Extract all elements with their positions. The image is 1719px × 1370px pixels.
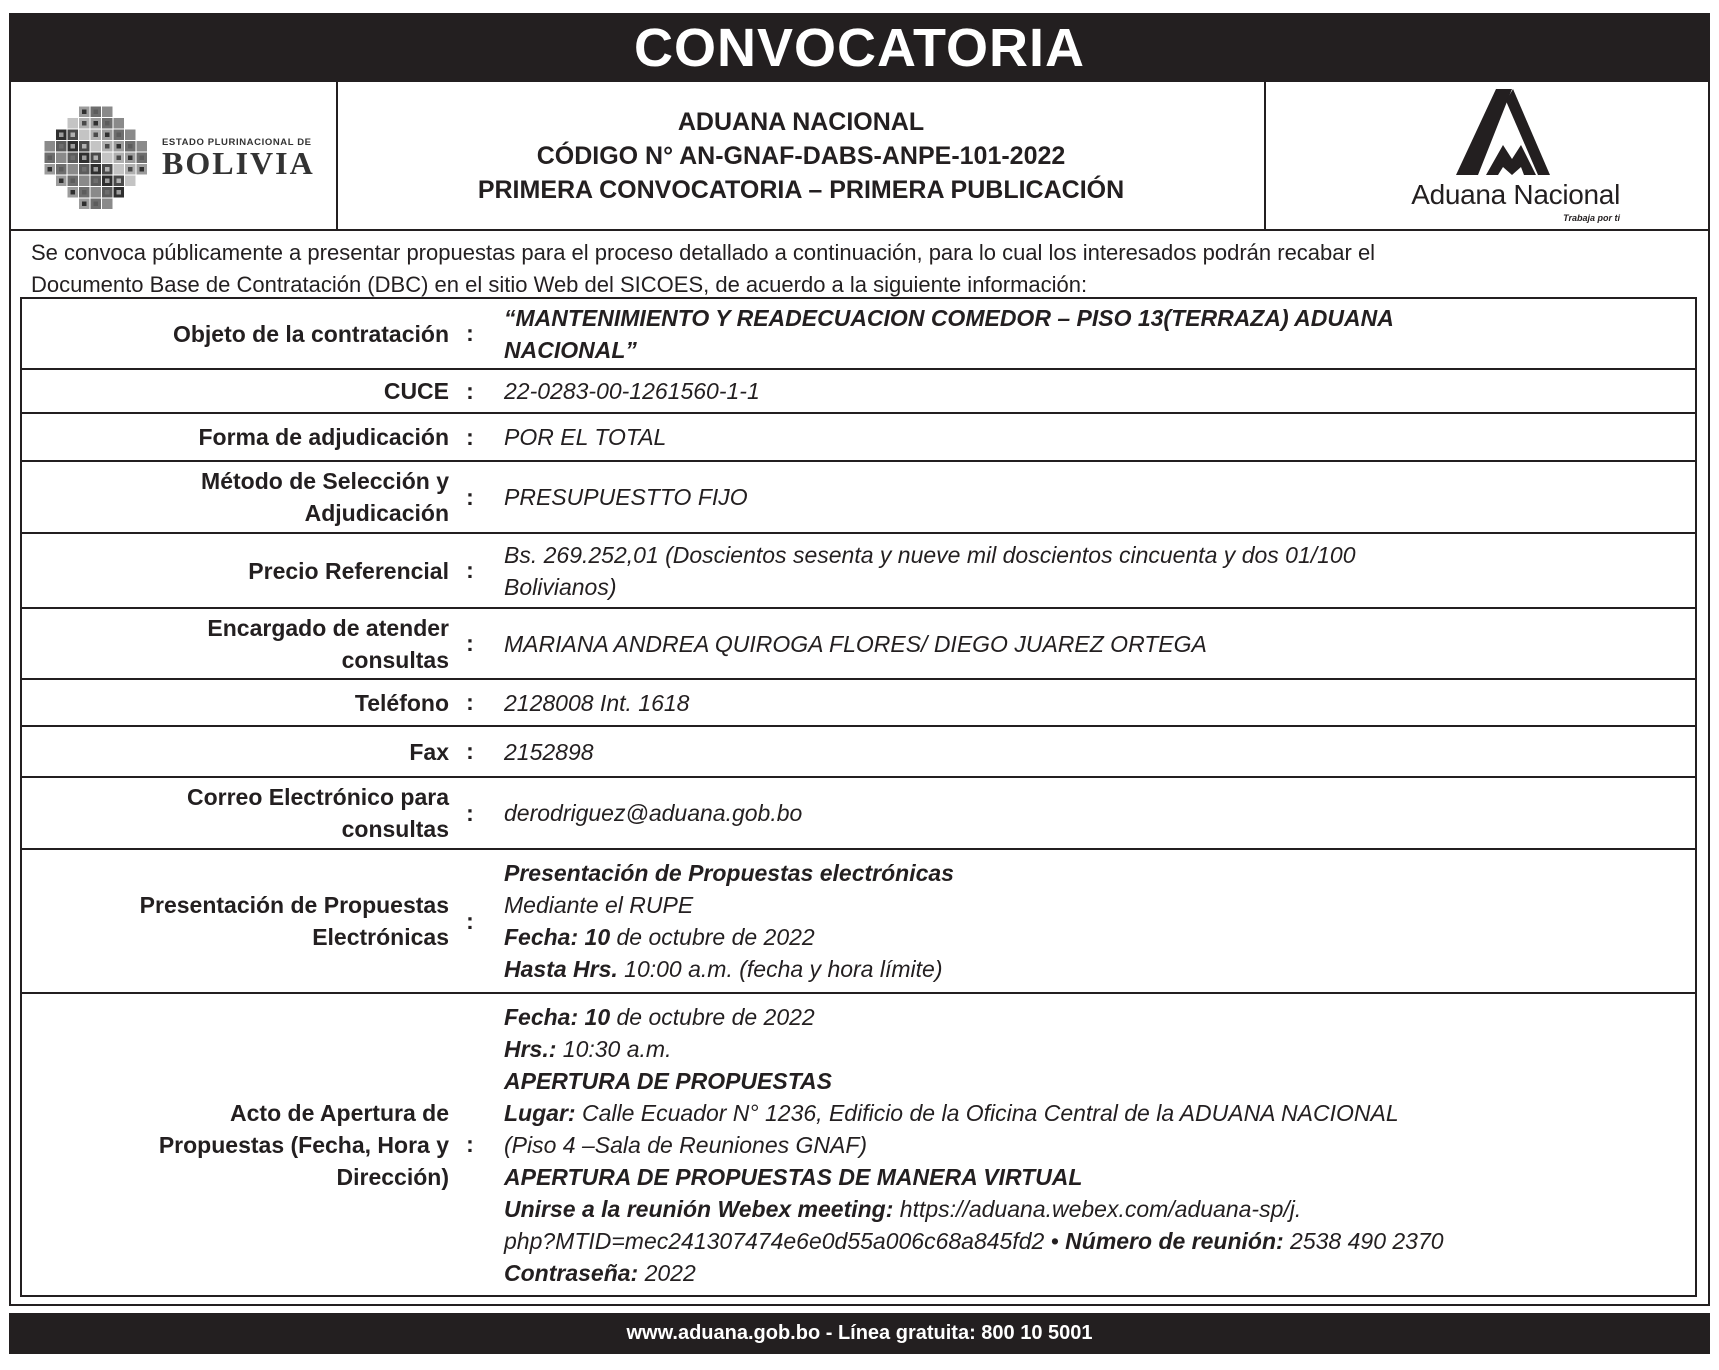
colon-separator: : (466, 1131, 474, 1157)
emblem-tile-pattern (82, 133, 87, 138)
intro-line: Se convoca públicamente a presentar propuestas para el proceso detallado a continuación, para lo cual los interesados podrán recabar el (31, 240, 1376, 265)
row-objeto (22, 299, 1695, 370)
intro-line: Documento Base de Contratación (DBC) en el sitio Web del SICOES, de acuerdo a la siguiente información: (31, 272, 1088, 297)
value-correo (488, 797, 1695, 829)
label-line: CUCE (383, 378, 449, 404)
value-line: NACIONAL” (504, 336, 637, 363)
value-text: (Piso 4 –Sala de Reuniones GNAF) (504, 1131, 868, 1158)
emblem-tile-pattern (94, 110, 99, 115)
value-text: 10:00 a.m. (fecha y hora límite) (617, 956, 943, 982)
colon-separator: : (466, 738, 474, 764)
meeting-password: 2022 (638, 1259, 696, 1286)
colon-separator: : (466, 320, 474, 346)
value-text: Calle Ecuador N° 1236, Edificio de la Oficina Central de la ADUANA NACIONAL (575, 1099, 1399, 1126)
value-telefono (488, 687, 1695, 719)
value-line (504, 1193, 1695, 1225)
value-line (504, 889, 1695, 921)
row-metodo (22, 462, 1695, 534)
emblem-tile-pattern (94, 133, 99, 138)
emblem-tile-pattern (105, 190, 110, 195)
row-correo (22, 778, 1695, 850)
header-code: CÓDIGO N° AN-GNAF-DABS-ANPE-101-2022 (536, 141, 1066, 170)
emblem-tile-pattern (117, 190, 122, 195)
label-line: consultas (341, 646, 449, 673)
emblem-tile-pattern (94, 121, 99, 126)
emblem-tile-pattern (48, 156, 53, 161)
emblem-tile-pattern (105, 121, 110, 126)
label-correo (22, 781, 452, 845)
value-line: 2152898 (504, 738, 594, 765)
row-precio (22, 534, 1695, 609)
title-banner: CONVOCATORIA (9, 13, 1710, 82)
emblem-tile-pattern (82, 202, 87, 207)
emblem-tile-pattern (71, 167, 76, 172)
value-line (504, 1129, 1695, 1161)
value-precio (488, 539, 1695, 603)
aduana-logo-slogan: Trabaja por ti (1563, 213, 1620, 223)
emblem-tile-pattern (71, 133, 76, 138)
value-line: POR EL TOTAL (504, 424, 667, 450)
emblem-tile-pattern (71, 121, 76, 126)
label-encargado (22, 612, 452, 676)
emblem-tile-pattern (117, 133, 122, 138)
emblem-tile-pattern (94, 179, 99, 184)
value-line (504, 1161, 1695, 1193)
value-key: Lugar: (504, 1099, 576, 1126)
aduana-logo-name: Aduana Nacional (1411, 179, 1620, 210)
label-line: Encargado de atender (207, 614, 449, 641)
emblem-tile-pattern (94, 156, 99, 161)
value-key: Hrs.: (504, 1035, 557, 1062)
emblem-tile-pattern (94, 144, 99, 149)
label-line: consultas (341, 816, 449, 842)
value-line (504, 1065, 1695, 1097)
emblem-tile-pattern (71, 144, 76, 149)
emblem-tile-pattern (140, 167, 145, 172)
label-cuce (22, 375, 452, 407)
emblem-tile-pattern (82, 121, 87, 126)
label-line: Método de Selección y (201, 468, 449, 494)
emblem-tile-pattern (82, 156, 87, 161)
label-line: Propuestas (Fecha, Hora y (158, 1131, 449, 1158)
value-text: de octubre de 2022 (610, 1003, 815, 1030)
emblem-tile-pattern (82, 190, 87, 195)
emblem-tile-pattern (105, 133, 110, 138)
emblem-tile-pattern (105, 144, 110, 149)
value-line: PRESUPUESTTO FIJO (504, 484, 748, 510)
emblem-tile-pattern (105, 156, 110, 161)
label-precio (22, 555, 452, 587)
row-encargado (22, 609, 1695, 680)
emblem-tile-pattern (105, 167, 110, 172)
emblem-tile-pattern (48, 144, 53, 149)
emblem-tile-pattern (71, 156, 76, 161)
colon-separator: : (466, 630, 474, 656)
label-telefono (22, 687, 452, 719)
row-fax (22, 727, 1695, 778)
intro-paragraph (31, 237, 1375, 301)
emblem-tile-pattern (105, 202, 110, 207)
emblem-tile-pattern (117, 179, 122, 184)
row-presentacion (22, 850, 1695, 994)
header-institution: ADUANA NACIONAL (677, 107, 925, 136)
value-cuce (488, 375, 1695, 407)
emblem-tile-pattern (117, 121, 122, 126)
emblem-tile-pattern (82, 167, 87, 172)
label-line: Objeto de la contratación (172, 320, 449, 347)
header-title-block (338, 82, 1266, 229)
emblem-tile-pattern (59, 133, 64, 138)
value-line (504, 857, 1695, 889)
bolivia-logo (11, 82, 338, 229)
emblem-tile-pattern (94, 190, 99, 195)
value-key: Fecha: 10 (504, 924, 611, 950)
emblem-tile-pattern (94, 202, 99, 207)
row-telefono (22, 680, 1695, 727)
emblem-tile-pattern (94, 167, 99, 172)
value-line (504, 953, 1695, 985)
bolivia-logo-name: BOLIVIA (162, 145, 315, 181)
value-line (504, 1097, 1695, 1129)
row-acto (22, 994, 1695, 1295)
emblem-tile-pattern (128, 144, 133, 149)
colon-separator: : (466, 377, 474, 404)
value-presentacion (488, 857, 1695, 985)
colon-separator: : (466, 483, 474, 510)
aduana-logo (1266, 82, 1708, 229)
bolivia-logo-subtitle: ESTADO PLURINACIONAL DE (162, 137, 312, 148)
value-acto (488, 1001, 1695, 1289)
value-line: Bs. 269.252,01 (Doscientos sesenta y nueve mil doscientos cincuenta y dos 01/100 (504, 541, 1356, 568)
label-line: Presentación de Propuestas (139, 892, 449, 918)
label-line: Correo Electrónico para (186, 784, 449, 810)
meeting-number: 2538 490 2370 (1283, 1227, 1444, 1254)
value-key: APERTURA DE PROPUESTAS (504, 1067, 833, 1094)
emblem-tile-pattern (128, 156, 133, 161)
emblem-tile-pattern (82, 144, 87, 149)
label-line: Fax (409, 738, 449, 765)
emblem-tile-pattern (59, 144, 64, 149)
emblem-tile-pattern (82, 110, 87, 115)
value-objeto (488, 302, 1695, 366)
colon-separator: : (466, 557, 474, 583)
emblem-tile-pattern (128, 167, 133, 172)
emblem-tile-pattern (128, 133, 133, 138)
label-line: Acto de Apertura de (230, 1099, 449, 1126)
label-presentacion (22, 889, 452, 953)
value-encargado (488, 628, 1695, 660)
emblem-tile-pattern (140, 156, 145, 161)
emblem-tile-pattern (140, 144, 145, 149)
value-key: Hasta Hrs. (504, 956, 618, 982)
value-key: APERTURA DE PROPUESTAS DE MANERA VIRTUAL (504, 1163, 1083, 1190)
label-metodo (22, 465, 452, 529)
emblem-tile-pattern (105, 179, 110, 184)
value-key: Contraseña: (504, 1259, 639, 1286)
label-line: Adjudicación (304, 500, 449, 526)
value-line (504, 921, 1695, 953)
value-line (504, 1225, 1695, 1257)
meeting-url-part: php?MTID=mec241307474e6e0d55a006c68a845fd2 • (504, 1227, 1066, 1254)
label-acto (22, 1097, 452, 1193)
value-line (504, 1033, 1695, 1065)
label-line: Precio Referencial (248, 557, 449, 584)
bolivia-emblem-icon (44, 106, 148, 210)
label-forma (22, 421, 452, 453)
value-metodo (488, 481, 1695, 513)
email-address: derodriguez@aduana.gob.bo (504, 800, 803, 826)
value-key: Fecha: 10 (504, 1003, 611, 1030)
header (9, 82, 1710, 231)
meeting-url-part: https://aduana.webex.com/aduana-sp/j. (893, 1195, 1302, 1222)
value-line: MARIANA ANDREA QUIROGA FLORES/ DIEGO JUAREZ ORTEGA (504, 630, 1207, 657)
emblem-tile-pattern (59, 167, 64, 172)
label-line: Forma de adjudicación (198, 424, 449, 450)
value-line: “MANTENIMIENTO Y READECUACION COMEDOR – PISO 13(TERRAZA) ADUANA (504, 304, 1394, 331)
value-forma (488, 421, 1695, 453)
footer-banner: www.aduana.gob.bo - Línea gratuita: 800 10 5001 (9, 1313, 1710, 1354)
emblem-tile-pattern (48, 167, 53, 172)
emblem-tile-pattern (71, 179, 76, 184)
value-text: 10:30 a.m. (556, 1035, 672, 1062)
row-cuce (22, 370, 1695, 414)
emblem-tile-pattern (117, 144, 122, 149)
value-line: 22-0283-00-1261560-1-1 (504, 378, 760, 404)
colon-separator: : (466, 799, 474, 826)
label-line: Electrónicas (312, 924, 449, 950)
emblem-tile-pattern (82, 179, 87, 184)
emblem-tile-pattern (71, 190, 76, 195)
value-text: de octubre de 2022 (610, 924, 815, 950)
emblem-tile-pattern (59, 156, 64, 161)
aduana-mountain-icon (1456, 89, 1550, 175)
label-line: Dirección) (336, 1163, 449, 1190)
value-key: Unirse a la reunión Webex meeting: (504, 1195, 894, 1222)
label-objeto (22, 318, 452, 350)
value-line: 2128008 Int. 1618 (504, 689, 690, 716)
colon-separator: : (466, 689, 474, 715)
value-fax (488, 736, 1695, 768)
value-text: Mediante el RUPE (504, 892, 694, 918)
value-key: Presentación de Propuestas electrónicas (504, 860, 954, 886)
value-line (504, 1257, 1695, 1289)
label-fax (22, 736, 452, 768)
header-publication: PRIMERA CONVOCATORIA – PRIMERA PUBLICACIÓN (477, 175, 1125, 204)
value-line: Bolivianos) (504, 573, 617, 600)
value-line (504, 1001, 1695, 1033)
label-line: Teléfono (354, 689, 449, 716)
emblem-tile-pattern (117, 156, 122, 161)
colon-separator: : (466, 423, 474, 450)
emblem-tile-pattern (128, 179, 133, 184)
row-forma (22, 414, 1695, 462)
emblem-tile-pattern (105, 110, 110, 115)
details-table (20, 297, 1697, 1297)
emblem-tile-pattern (117, 167, 122, 172)
value-key: Número de reunión: (1065, 1227, 1284, 1254)
emblem-tile-pattern (59, 179, 64, 184)
colon-separator: : (466, 907, 474, 934)
